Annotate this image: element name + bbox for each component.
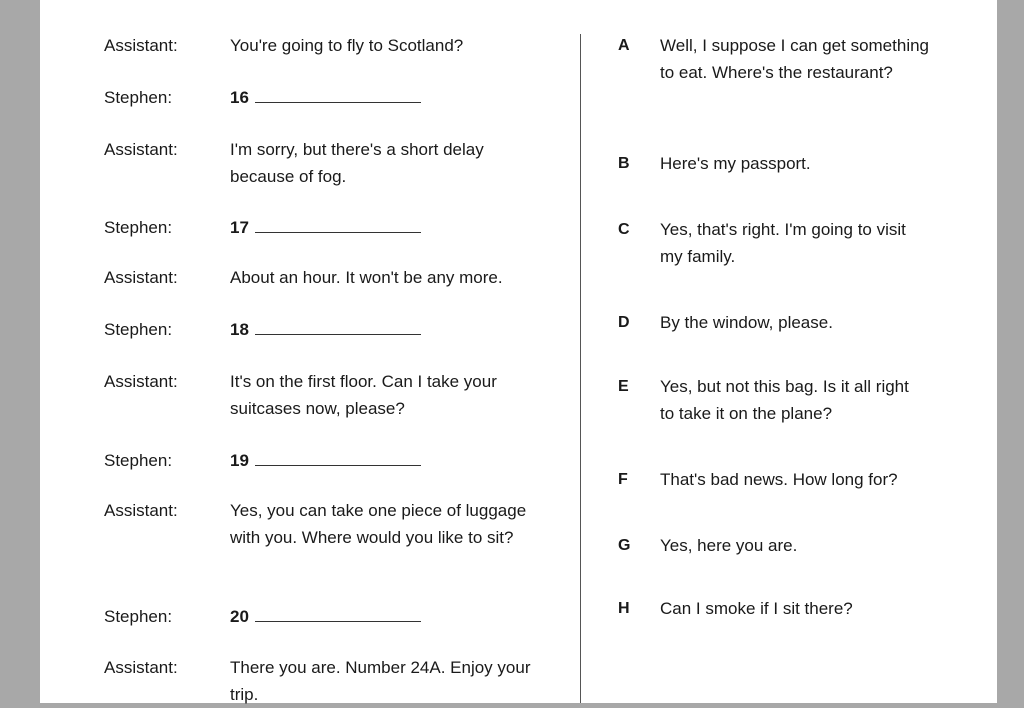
answer-gap (230, 447, 560, 474)
option-letter: H (618, 600, 630, 617)
option-text: Yes, here you are. (660, 536, 798, 555)
speaker-label: Stephen: (104, 451, 173, 470)
gap-number: 18 (230, 320, 249, 339)
option-letter: C (618, 221, 630, 238)
column-divider (580, 34, 581, 703)
option-letter: A (618, 37, 630, 54)
speaker-label: Assistant: (104, 268, 178, 287)
option-text: That's bad news. How long for? (660, 470, 898, 489)
dialogue-text: It's on the first floor. Can I take your suitcases now, please? (230, 372, 497, 418)
answer-blank[interactable] (255, 88, 421, 103)
answer-gap (230, 214, 560, 241)
answer-gap (230, 316, 560, 343)
dialogue-text: You're going to fly to Scotland? (230, 36, 464, 55)
option-letter: F (618, 471, 628, 488)
speaker-label: Assistant: (104, 501, 178, 520)
option-text: Yes, that's right. I'm going to visit my family. (660, 220, 906, 266)
option-letter: B (618, 155, 630, 172)
option-letter: D (618, 314, 630, 331)
answer-blank[interactable] (255, 607, 421, 622)
dialogue-text: Yes, you can take one piece of luggage with you. Where would you like to sit? (230, 501, 527, 547)
speaker-label: Stephen: (104, 218, 173, 237)
answer-blank[interactable] (255, 451, 421, 466)
speaker-label: Assistant: (104, 36, 178, 55)
answer-gap (230, 603, 560, 630)
speaker-label: Assistant: (104, 140, 178, 159)
speaker-label: Stephen: (104, 607, 173, 626)
speaker-label: Assistant: (104, 372, 178, 391)
dialogue-text: There you are. Number 24A. Enjoy your trip. (230, 658, 531, 704)
option-text: Well, I suppose I can get something to eat. Where's the restaurant? (660, 36, 930, 82)
gap-number: 20 (230, 607, 249, 626)
gap-number: 19 (230, 451, 249, 470)
dialogue-text: I'm sorry, but there's a short delay because of fog. (230, 140, 484, 186)
speaker-label: Stephen: (104, 320, 173, 339)
option-text: By the window, please. (660, 313, 833, 332)
worksheet-page (40, 0, 997, 703)
answer-blank[interactable] (255, 320, 421, 335)
speaker-label: Assistant: (104, 658, 178, 677)
speaker-label: Stephen: (104, 88, 173, 107)
option-text: Can I smoke if I sit there? (660, 599, 853, 618)
option-letter: G (618, 537, 631, 554)
option-text: Yes, but not this bag. Is it all right to take it on the plane? (660, 377, 909, 423)
answer-gap (230, 84, 560, 111)
dialogue-text: About an hour. It won't be any more. (230, 268, 503, 287)
gap-number: 16 (230, 88, 249, 107)
answer-blank[interactable] (255, 218, 421, 233)
gap-number: 17 (230, 218, 249, 237)
option-letter: E (618, 378, 629, 395)
option-text: Here's my passport. (660, 154, 811, 173)
